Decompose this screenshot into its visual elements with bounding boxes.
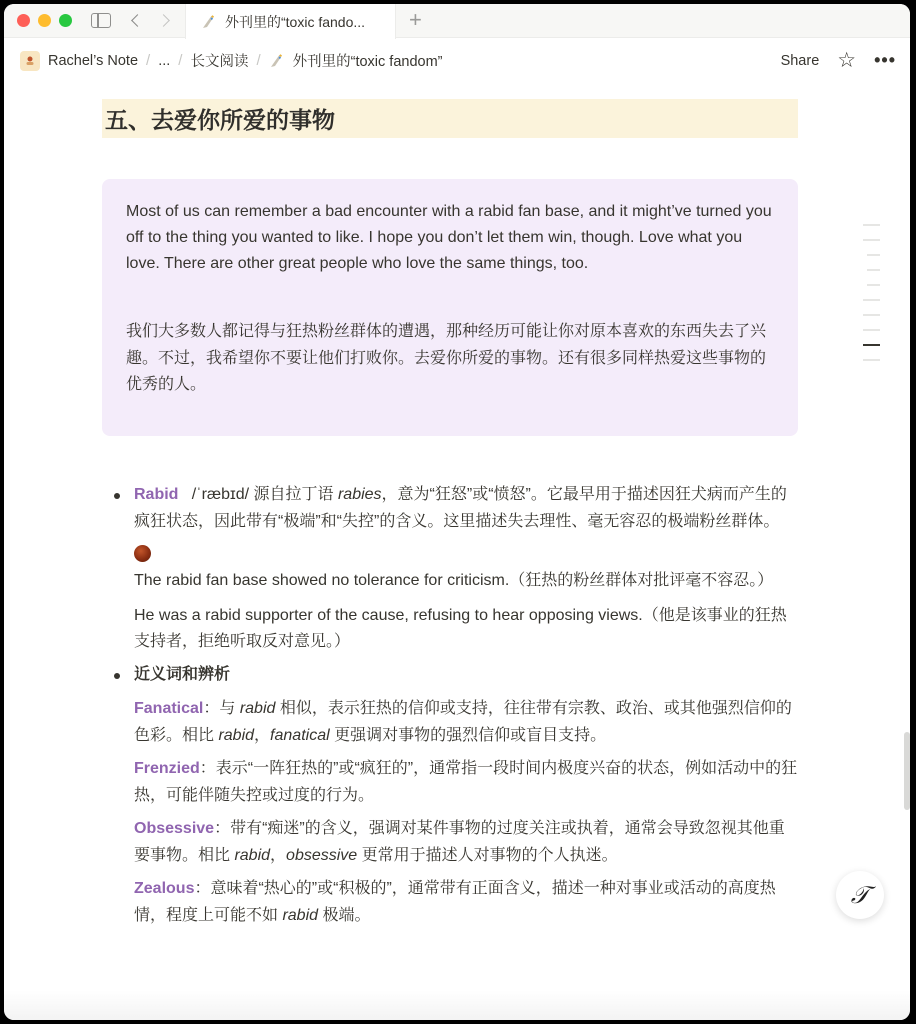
more-options-icon[interactable]: ••• — [874, 50, 896, 70]
ai-assistant-icon[interactable]: 𝒯 — [836, 871, 884, 919]
phonetic-text: /ˈræbɪd/ — [191, 486, 250, 503]
sidebar-toggle-icon[interactable] — [91, 13, 111, 28]
toc-line[interactable] — [863, 314, 880, 316]
breadcrumb — [20, 50, 443, 71]
callout-english: Most of us can remember a bad encounter with a rabid fan base, and it might’ve turned you off to the thing you wanted to like. I hope you don’t let them win, though. Love what you love. There are other great people who love the same things, too. — [126, 203, 772, 272]
synonym-text: ， — [270, 846, 287, 864]
synonym-entry — [110, 816, 800, 869]
bullet-icon — [114, 493, 120, 499]
toc-line[interactable] — [863, 224, 880, 226]
synonyms-title: 近义词和辨析 — [134, 665, 231, 683]
synonym-entry — [110, 756, 800, 809]
breadcrumb-parent[interactable]: 长文阅读 — [190, 54, 249, 70]
synonym-word: Obsessive — [134, 820, 215, 837]
synonym-word: Zealous — [134, 880, 195, 897]
back-button[interactable] — [128, 16, 142, 25]
synonym-text: ：表示“一阵狂热的”或“疯狂的”，通常指一段时间内极度兴奋的状态，例如活动中的狂热，可能伴随失控或过度的行为。 — [134, 760, 798, 804]
quote-callout — [102, 179, 798, 436]
chevron-left-icon — [131, 14, 144, 27]
synonym-text: 更强调对事物的强烈信仰或盲目支持。 — [329, 726, 607, 744]
title-bar — [4, 4, 910, 38]
page-actions — [781, 38, 896, 83]
list-item-rabid — [110, 482, 800, 535]
chevron-right-icon — [157, 14, 170, 27]
bottom-fade — [4, 990, 910, 1020]
synonym-text: ：意味着“热心的”或“积极的”，通常带有正面含义，描述一种对事业或活动的高度热情，程度上可能不如 — [134, 880, 776, 924]
synonym-text: ， — [254, 726, 271, 744]
synonym-italic: rabid — [218, 726, 255, 744]
vocab-list — [110, 482, 800, 929]
breadcrumb-current[interactable]: 外刊里的“toxic fandom” — [292, 54, 443, 70]
synonym-text: ：与 — [203, 700, 240, 717]
toc-line[interactable] — [863, 329, 880, 331]
list-item-synonyms — [110, 662, 800, 689]
toc-line[interactable] — [863, 359, 880, 361]
share-button[interactable]: Share — [780, 52, 820, 69]
star-icon[interactable]: ☆ — [837, 49, 857, 72]
window-controls — [17, 14, 72, 27]
synonym-entry — [110, 876, 800, 929]
breadcrumb-workspace[interactable]: Rachel’s Note — [48, 52, 139, 69]
synonym-italic: rabid — [234, 846, 271, 864]
scrollbar-thumb[interactable] — [904, 732, 910, 810]
close-window-button[interactable] — [17, 14, 30, 27]
toc-line[interactable] — [867, 269, 880, 271]
highlighter-icon — [201, 14, 217, 30]
definition-part: ，意为“狂怒”或“愤怒”。它最早用于描述因狂犬病而产生的疯狂状态，因此带有“极端”和“失控”的含义。这里描述失去理性、毫无容忍的极端粉丝群体。 — [134, 486, 787, 530]
new-tab-button[interactable]: + — [409, 7, 422, 32]
breadcrumb-separator: / — [256, 52, 261, 69]
maximize-window-button[interactable] — [59, 14, 72, 27]
callout-chinese: 我们大多数人都记得与狂热粉丝群体的遭遇，那种经历可能让你对原本喜欢的东西失去了兴趣。不过，我希望你不要让他们打败你。去爱你所爱的事物。还有很多同样热爱这些事物的优秀的人。 — [126, 323, 767, 393]
synonym-word: Fanatical — [134, 700, 204, 717]
breadcrumb-separator: / — [178, 52, 183, 69]
forward-button[interactable] — [158, 16, 172, 25]
breadcrumb-separator: / — [146, 52, 151, 69]
vocab-word: Rabid — [134, 486, 179, 503]
synonym-italic: obsessive — [286, 846, 358, 864]
synonym-text: 相似，表示狂热的信仰或支持，往往带有宗教、政治、或其他强烈信仰的色彩。相比 — [134, 700, 792, 744]
page-content — [4, 84, 910, 1020]
minimize-window-button[interactable] — [38, 14, 51, 27]
table-of-contents-nav[interactable] — [860, 224, 880, 374]
latin-word: rabies — [337, 486, 382, 503]
toc-line[interactable] — [867, 254, 880, 256]
tab-active[interactable] — [185, 4, 396, 39]
breadcrumb-bar — [4, 38, 910, 83]
section-heading: 五、去爱你所爱的事物 — [102, 99, 798, 138]
synonym-text: 极端。 — [318, 906, 371, 924]
synonym-word: Frenzied — [134, 760, 200, 777]
toc-line[interactable] — [867, 284, 880, 286]
toc-line[interactable] — [863, 239, 880, 241]
example-sentence: The rabid fan base showed no tolerance for criticism.（狂热的粉丝群体对批评毫不容忍。） — [134, 572, 774, 589]
definition-part: 源自拉丁语 — [249, 486, 338, 503]
app-window — [4, 4, 910, 1020]
workspace-icon — [20, 51, 40, 71]
toc-line[interactable] — [863, 299, 880, 301]
tab-title: 外刊里的“toxic fando... — [225, 13, 366, 30]
synonym-italic: rabid — [282, 906, 319, 924]
synonym-text: ：带有“痴迷”的含义，强调对某件事物的过度关注或执着，通常会导致忽视其他重要事物。相比 — [134, 820, 785, 864]
highlighter-icon — [269, 53, 285, 69]
synonym-italic: fanatical — [270, 726, 330, 744]
synonym-entry — [110, 696, 800, 749]
phonetic — [183, 486, 192, 503]
example-sentence: He was a rabid supporter of the cause, refusing to hear opposing views.（他是该事业的狂热支持者，拒绝听取反对意见。） — [134, 606, 787, 650]
breadcrumb-ellipsis[interactable]: ... — [158, 52, 171, 69]
chestnut-icon — [134, 545, 151, 562]
synonym-text: 更常用于描述人对事物的个人执迷。 — [357, 846, 618, 864]
synonym-italic: rabid — [239, 700, 276, 717]
toc-line-active[interactable] — [863, 344, 880, 346]
bullet-icon — [114, 673, 120, 679]
